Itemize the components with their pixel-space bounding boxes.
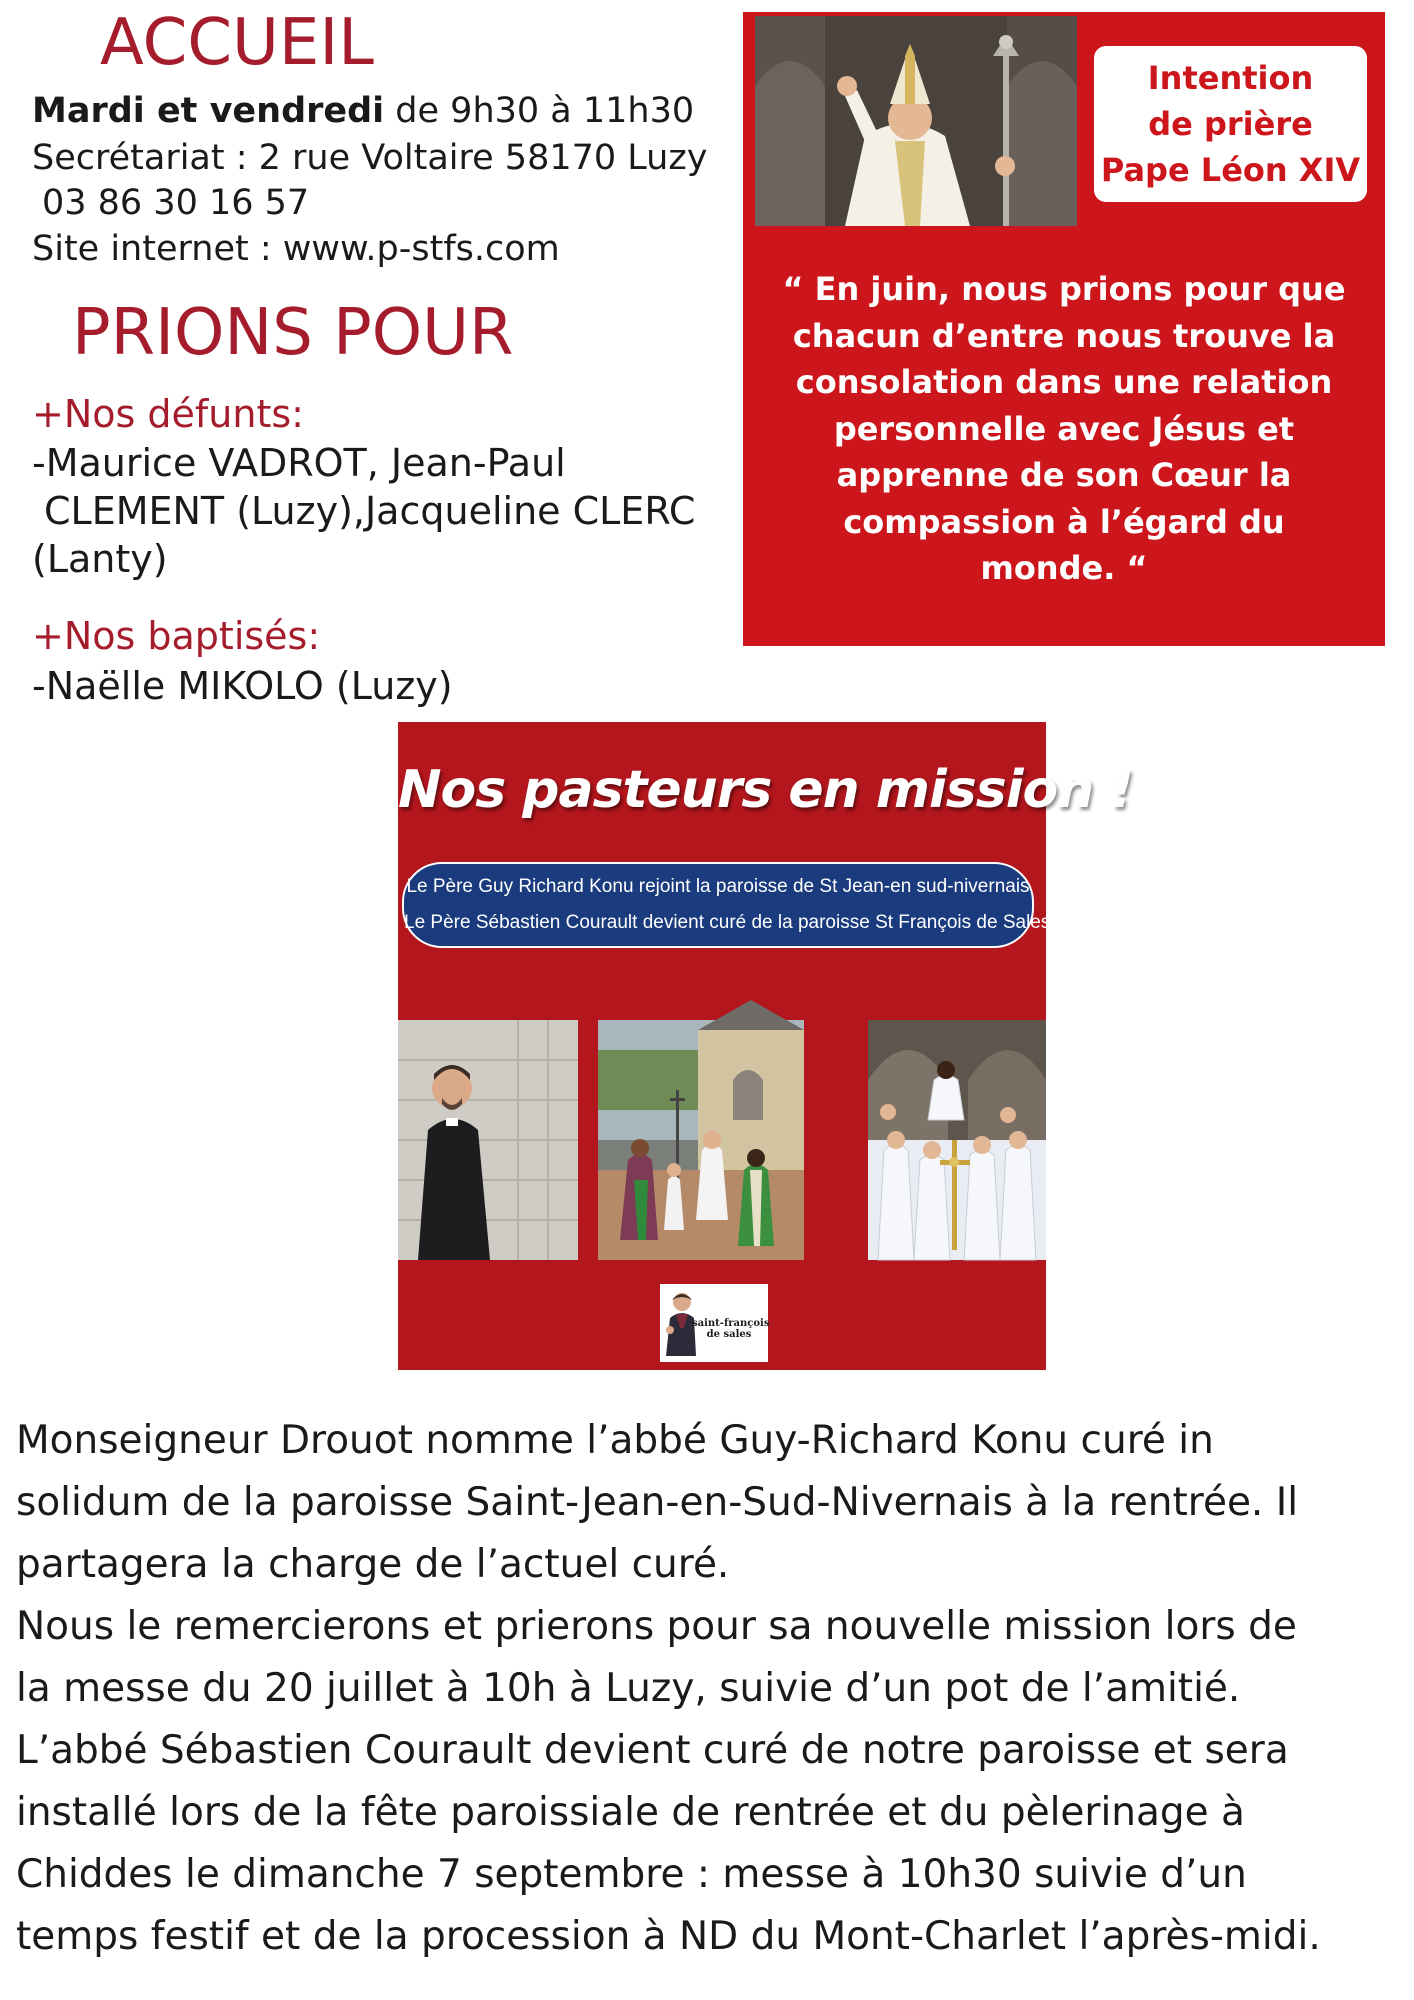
quote-line: chacun d’entre nous trouve la	[792, 316, 1336, 355]
parish-logo-line: saint-françois	[692, 1318, 770, 1329]
prayer-intention-box	[743, 12, 1385, 646]
quote-line: consolation dans une relation	[795, 363, 1333, 401]
defunt-line: -Maurice VADROT, Jean-Paul	[32, 441, 566, 485]
intention-card-line: Pape Léon XIV	[1100, 151, 1361, 189]
paragraph-line: Chiddes le dimanche 7 septembre : messe à 10h30 suivie d’un	[16, 1852, 1247, 1897]
baptise-line: -Naëlle MIKOLO (Luzy)	[32, 664, 453, 708]
accueil-heading: ACCUEIL	[100, 6, 374, 80]
pope-photo	[755, 16, 1077, 226]
intention-card-line: Intention	[1147, 59, 1314, 97]
servers-photo-icon	[868, 1020, 1046, 1260]
paragraph-line: L’abbé Sébastien Courault devient curé de notre paroisse et sera	[16, 1728, 1289, 1773]
priest-photo	[398, 1020, 578, 1260]
paragraph-line: partagera la charge de l’actuel curé.	[16, 1542, 730, 1587]
intention-card-line: de prière	[1148, 105, 1313, 143]
paragraph-line: temps festif et de la procession à ND du Mont-Charlet l’après-midi.	[16, 1914, 1321, 1959]
quote-line: monde. “	[980, 549, 1148, 587]
priest-photo-icon	[398, 1020, 578, 1260]
paragraph-line: Monseigneur Drouot nomme l’abbé Guy-Richard Konu curé in	[16, 1418, 1214, 1463]
intention-card	[1094, 46, 1367, 202]
procession-photo	[598, 1020, 804, 1260]
defunt-line: (Lanty)	[32, 537, 168, 581]
announcement-paragraph	[16, 1410, 1406, 1968]
parish-logo-text	[692, 1318, 770, 1340]
prions-heading: PRIONS POUR	[72, 296, 514, 370]
poster-banner-line: Le Père Sébastien Courault devient curé de la paroisse St François de Sales	[404, 912, 1051, 933]
accueil-secretariat: Secrétariat : 2 rue Voltaire 58170 Luzy	[32, 138, 708, 178]
poster-title: Nos pasteurs en mission !	[398, 760, 1134, 820]
accueil-hours-days: Mardi et vendredi	[32, 91, 385, 131]
defunts-label: +Nos défunts:	[32, 392, 304, 436]
accueil-website[interactable]: Site internet : www.p-stfs.com	[32, 229, 560, 269]
procession-photo-icon	[598, 1020, 804, 1260]
quote-line: compassion à l’égard du	[843, 502, 1285, 541]
mission-poster	[398, 722, 1134, 1370]
accueil-phone: 03 86 30 16 57	[42, 183, 310, 223]
quote-line: personnelle avec Jésus et	[833, 409, 1295, 448]
paragraph-line: Nous le remercierons et prierons pour sa nouvelle mission lors de	[16, 1604, 1297, 1649]
paragraph-line: installé lors de la fête paroissiale de rentrée et du pèlerinage à	[16, 1790, 1245, 1835]
prayer-quote	[753, 266, 1375, 592]
poster-banner	[402, 862, 1051, 948]
paragraph-line: solidum de la paroisse Saint-Jean-en-Sud-Nivernais à la rentrée. Il	[16, 1480, 1299, 1525]
quote-line: “ En juin, nous prions pour que	[782, 270, 1346, 308]
paragraph-line: la messe du 20 juillet à 10h à Luzy, suivie d’un pot de l’amitié.	[16, 1666, 1241, 1711]
quote-line: apprenne de son Cœur la	[836, 456, 1292, 494]
servers-photo	[868, 1020, 1046, 1260]
poster-banner-line: Le Père Guy Richard Konu rejoint la paroisse de St Jean-en sud-nivernais	[406, 876, 1030, 897]
defunt-line: CLEMENT (Luzy),Jacqueline CLERC	[44, 489, 696, 533]
baptises-label: +Nos baptisés:	[32, 614, 321, 658]
accueil-hours-time: de 9h30 à 11h30	[384, 91, 695, 131]
parish-logo-line: de sales	[706, 1329, 752, 1340]
accueil-hours	[32, 88, 694, 135]
pope-illustration-icon	[755, 16, 1077, 226]
parish-logo	[660, 1284, 768, 1362]
